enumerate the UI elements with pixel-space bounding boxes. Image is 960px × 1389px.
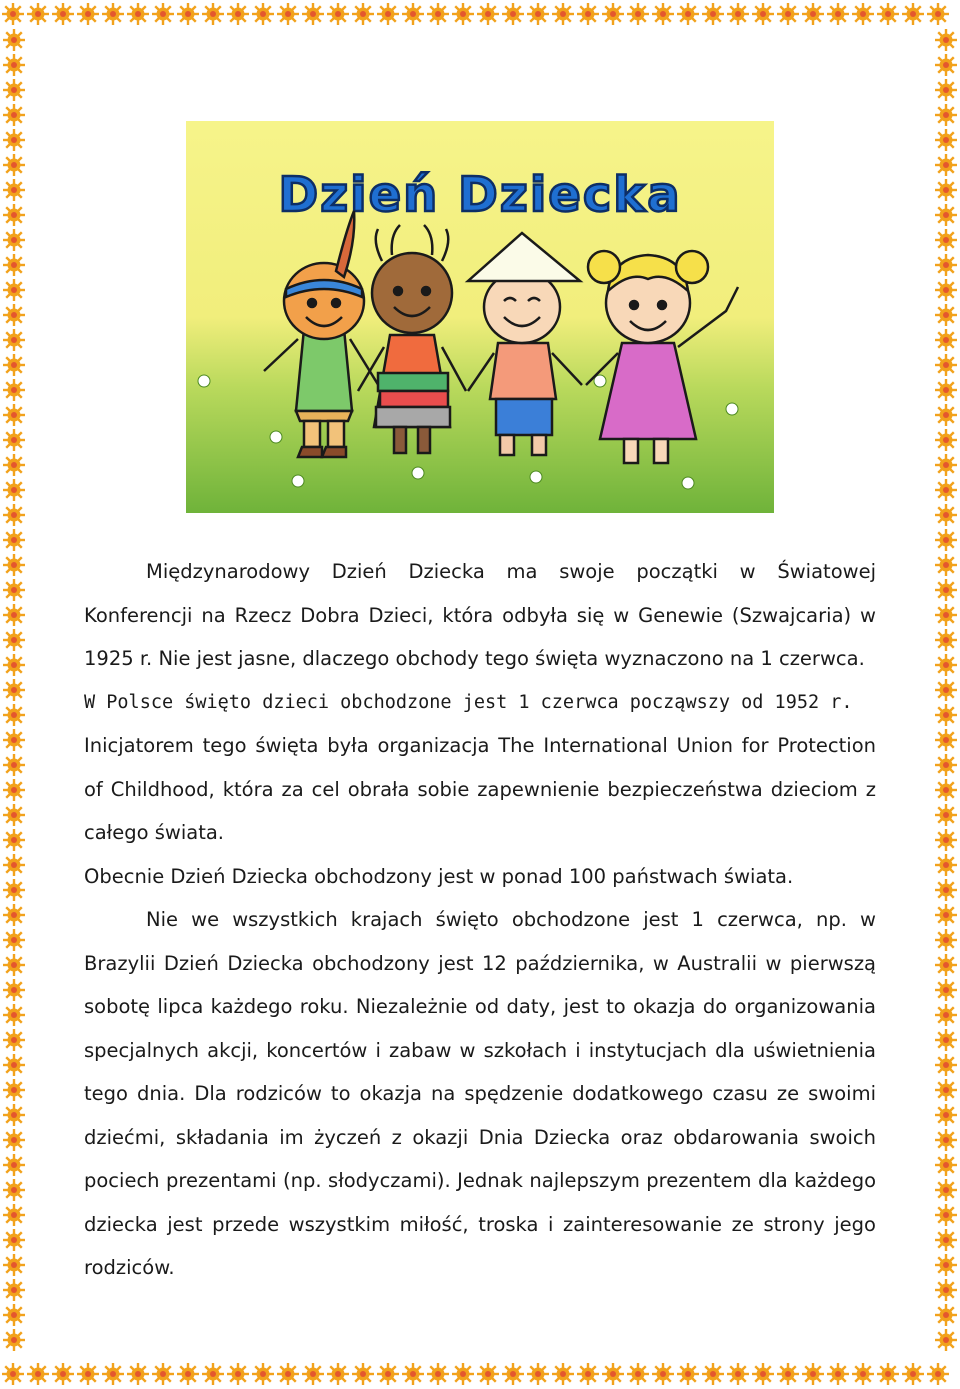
sun-icon [802, 1363, 824, 1385]
sun-icon [402, 3, 424, 25]
sun-icon [777, 3, 799, 25]
sun-icon [52, 3, 74, 25]
sun-icon [202, 1363, 224, 1385]
sun-icon [3, 79, 25, 101]
sun-icon [935, 779, 957, 801]
sun-icon [227, 3, 249, 25]
paragraph-origin: Międzynarodowy Dzień Dziecka ma swoje początki w Światowej Konferencji na Rzecz Dobra Dzieci, która odbyła się w Genewie (Szwajcaria) w 1925 r. Nie jest jasne, dlaczego obchody tego święta wyznaczono na 1 czerwca. [84, 560, 876, 670]
sun-icon [652, 3, 674, 25]
sun-icon [552, 3, 574, 25]
sun-icon [3, 29, 25, 51]
sun-icon [3, 279, 25, 301]
sun-icon [527, 1363, 549, 1385]
sun-icon [3, 529, 25, 551]
sun-icon [3, 1329, 25, 1351]
sun-icon [935, 1154, 957, 1176]
sun-icon [627, 1363, 649, 1385]
sun-icon [427, 1363, 449, 1385]
sun-icon [677, 1363, 699, 1385]
sun-icon [927, 3, 949, 25]
sun-icon [902, 3, 924, 25]
sun-icon [935, 604, 957, 626]
paragraph-poland: W Polsce święto dzieci obchodzone jest 1 czerwca począwszy od 1952 r. [84, 691, 853, 713]
sun-icon [3, 1004, 25, 1026]
sun-icon [935, 929, 957, 951]
sun-icon [935, 204, 957, 226]
sun-icon [3, 1154, 25, 1176]
sun-icon [935, 54, 957, 76]
sun-icon [852, 1363, 874, 1385]
sun-icon [935, 754, 957, 776]
sun-border-bottom [0, 1359, 960, 1389]
sun-icon [935, 804, 957, 826]
sun-icon [935, 1029, 957, 1051]
sun-icon [935, 879, 957, 901]
sun-icon [935, 479, 957, 501]
sun-icon [252, 1363, 274, 1385]
sun-icon [3, 254, 25, 276]
sun-icon [777, 1363, 799, 1385]
sun-icon [935, 104, 957, 126]
sun-icon [935, 354, 957, 376]
sun-icon [927, 1363, 949, 1385]
sun-icon [935, 954, 957, 976]
sun-icon [3, 679, 25, 701]
sun-icon [3, 104, 25, 126]
sun-icon [452, 1363, 474, 1385]
sun-icon [902, 1363, 924, 1385]
sun-icon [935, 529, 957, 551]
sun-icon [3, 779, 25, 801]
sun-icon [935, 904, 957, 926]
sun-icon [3, 579, 25, 601]
sun-icon [935, 279, 957, 301]
sun-icon [935, 1079, 957, 1101]
sun-icon [3, 329, 25, 351]
sun-icon [935, 179, 957, 201]
sun-icon [702, 3, 724, 25]
sun-icon [935, 154, 957, 176]
sun-icon [402, 1363, 424, 1385]
sun-icon [102, 3, 124, 25]
sun-icon [3, 879, 25, 901]
sun-icon [2, 3, 24, 25]
sun-icon [477, 1363, 499, 1385]
sun-icon [502, 1363, 524, 1385]
children-holding-hands-illustration [186, 121, 774, 513]
sun-icon [3, 354, 25, 376]
sun-icon [552, 1363, 574, 1385]
sun-icon [452, 3, 474, 25]
sun-icon [602, 3, 624, 25]
sun-icon [3, 804, 25, 826]
sun-icon [3, 1129, 25, 1151]
sun-icon [935, 629, 957, 651]
sun-icon [477, 3, 499, 25]
sun-icon [935, 1004, 957, 1026]
sun-icon [77, 3, 99, 25]
sun-icon [252, 3, 274, 25]
sun-icon [3, 154, 25, 176]
paragraph-countries: Obecnie Dzień Dziecka obchodzony jest w ponad 100 państwach świata. [84, 864, 794, 888]
sun-icon [935, 404, 957, 426]
sun-icon [935, 729, 957, 751]
sun-icon [3, 654, 25, 676]
sun-icon [577, 1363, 599, 1385]
sun-icon [3, 54, 25, 76]
sun-icon [602, 1363, 624, 1385]
sun-icon [3, 1079, 25, 1101]
sun-icon [752, 3, 774, 25]
sun-icon [935, 1279, 957, 1301]
sun-icon [935, 379, 957, 401]
sun-icon [935, 679, 957, 701]
sun-icon [3, 729, 25, 751]
sun-icon [935, 1204, 957, 1226]
sun-icon [3, 604, 25, 626]
sun-icon [3, 1204, 25, 1226]
sun-icon [3, 1279, 25, 1301]
sun-icon [935, 1254, 957, 1276]
sun-icon [3, 479, 25, 501]
sun-icon [3, 1029, 25, 1051]
sun-icon [702, 1363, 724, 1385]
article-body [84, 550, 876, 1290]
sun-icon [935, 504, 957, 526]
sun-icon [77, 1363, 99, 1385]
sun-icon [3, 1054, 25, 1076]
sun-border-right [930, 0, 960, 1389]
sun-icon [3, 979, 25, 1001]
sun-icon [3, 429, 25, 451]
sun-icon [935, 79, 957, 101]
sun-icon [3, 504, 25, 526]
sun-icon [3, 904, 25, 926]
sun-icon [302, 1363, 324, 1385]
sun-icon [935, 1329, 957, 1351]
sun-icon [102, 1363, 124, 1385]
sun-icon [277, 1363, 299, 1385]
sun-border-top [0, 0, 960, 30]
sun-icon [802, 3, 824, 25]
sun-icon [127, 3, 149, 25]
sun-icon [3, 1104, 25, 1126]
sun-icon [3, 854, 25, 876]
sun-icon [627, 3, 649, 25]
sun-icon [577, 3, 599, 25]
sun-icon [2, 1363, 24, 1385]
sun-icon [935, 554, 957, 576]
sun-icon [27, 1363, 49, 1385]
sun-icon [827, 1363, 849, 1385]
sun-icon [3, 1304, 25, 1326]
sun-icon [935, 1054, 957, 1076]
sun-icon [3, 204, 25, 226]
sun-icon [3, 629, 25, 651]
sun-icon [935, 1179, 957, 1201]
sun-icon [935, 229, 957, 251]
sun-icon [377, 1363, 399, 1385]
sun-icon [427, 3, 449, 25]
sun-icon [177, 1363, 199, 1385]
sun-icon [302, 3, 324, 25]
sun-icon [3, 1179, 25, 1201]
paragraph-initiator: Inicjatorem tego święta była organizacja The International Union for Protection of Childhood, która za cel obrała sobie zapewnienie bezpieczeństwa dzieciom z całego świata. [84, 734, 876, 844]
sun-icon [3, 129, 25, 151]
sun-icon [752, 1363, 774, 1385]
sun-icon [3, 704, 25, 726]
sun-icon [935, 854, 957, 876]
sun-icon [3, 829, 25, 851]
sun-icon [935, 829, 957, 851]
sun-icon [935, 254, 957, 276]
sun-icon [935, 329, 957, 351]
sun-icon [352, 3, 374, 25]
sun-icon [3, 754, 25, 776]
sun-icon [3, 229, 25, 251]
sun-icon [935, 429, 957, 451]
sun-icon [877, 1363, 899, 1385]
sun-border-left [0, 0, 30, 1389]
sun-icon [935, 454, 957, 476]
sun-icon [527, 3, 549, 25]
sun-icon [935, 1229, 957, 1251]
sun-icon [652, 1363, 674, 1385]
sun-icon [327, 3, 349, 25]
sun-icon [3, 404, 25, 426]
sun-icon [935, 304, 957, 326]
sun-icon [935, 1129, 957, 1151]
sun-icon [935, 129, 957, 151]
sun-icon [935, 654, 957, 676]
sun-icon [3, 929, 25, 951]
sun-icon [727, 3, 749, 25]
sun-icon [202, 3, 224, 25]
sun-icon [3, 304, 25, 326]
sun-icon [3, 1229, 25, 1251]
sun-icon [3, 1254, 25, 1276]
sun-icon [27, 3, 49, 25]
sun-icon [935, 1304, 957, 1326]
sun-icon [935, 979, 957, 1001]
sun-icon [935, 704, 957, 726]
sun-icon [935, 29, 957, 51]
sun-icon [377, 3, 399, 25]
sun-icon [877, 3, 899, 25]
hero-illustration [186, 121, 774, 513]
sun-icon [827, 3, 849, 25]
sun-icon [352, 1363, 374, 1385]
sun-icon [727, 1363, 749, 1385]
banner-title: Dzień Dziecka [278, 167, 682, 223]
sun-icon [277, 3, 299, 25]
sun-icon [152, 1363, 174, 1385]
sun-icon [935, 1104, 957, 1126]
sun-icon [127, 1363, 149, 1385]
paragraph-other-dates: Nie we wszystkich krajach święto obchodzone jest 1 czerwca, np. w Brazylii Dzień Dziecka obchodzony jest 12 października, w Australii w pierwszą sobotę lipca każdego roku. Niezależnie od daty, jest to okazja do organizowania specjalnych akcji, koncertów i zabaw w szkołach i instytucjach dla uświetnienia tego dnia. Dla rodziców to okazja na spędzenie dodatkowego czasu ze swoimi dziećmi, składania im życzeń z okazji Dnia Dziecka oraz obdarowania swoich pociech prezentami (np. słodyczami). Jednak najlepszym prezentem dla każdego dziecka jest przede wszystkim miłość, troska i zainteresowanie ze strony jego rodziców. [84, 908, 876, 1279]
sun-icon [52, 1363, 74, 1385]
sun-icon [502, 3, 524, 25]
sun-icon [3, 954, 25, 976]
sun-icon [3, 379, 25, 401]
sun-icon [3, 554, 25, 576]
sun-icon [677, 3, 699, 25]
sun-icon [935, 579, 957, 601]
sun-icon [177, 3, 199, 25]
sun-icon [3, 179, 25, 201]
sun-icon [3, 454, 25, 476]
sun-icon [152, 3, 174, 25]
sun-icon [852, 3, 874, 25]
sun-icon [227, 1363, 249, 1385]
sun-icon [327, 1363, 349, 1385]
